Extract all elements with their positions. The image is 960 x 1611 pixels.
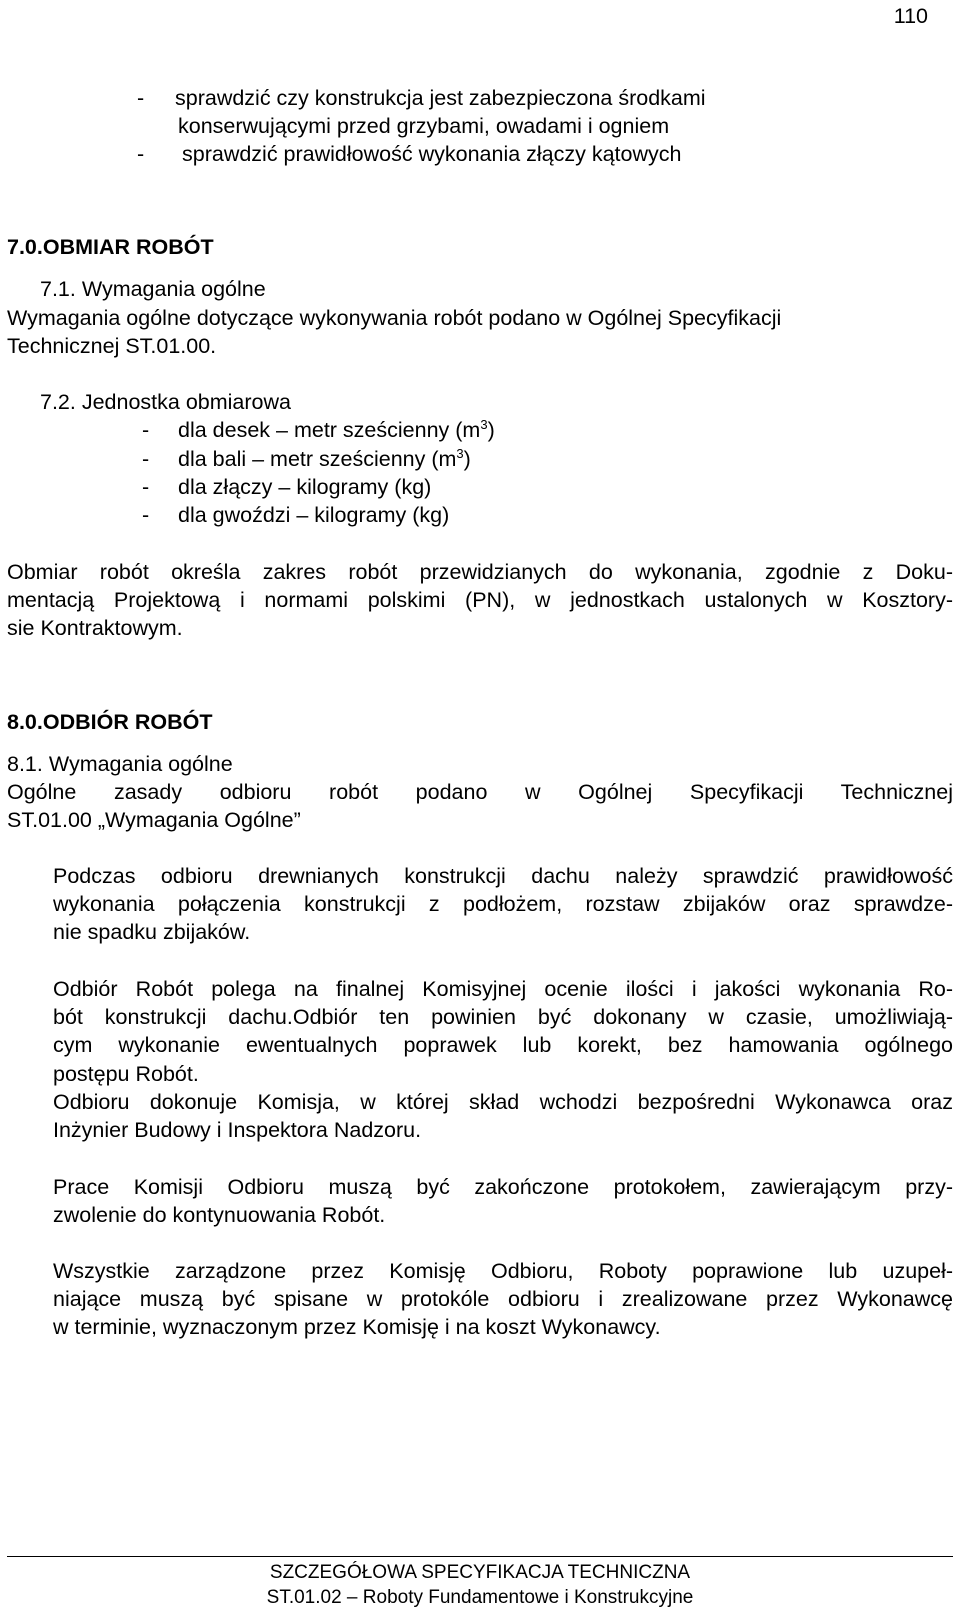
paragraph-line: niające muszą być spisane w protokóle odbioru i zrealizowane przez Wykonawcę [53,1287,953,1311]
subsection-heading: 7.1. Wymagania ogólne [40,277,266,301]
paragraph-line: Technicznej ST.01.00. [7,334,217,358]
unit-item-name: dla gwoździ [178,503,291,527]
paragraph-line: sie Kontraktowym. [7,616,183,640]
list-dash: - [142,447,150,471]
list-dash: - [137,86,145,110]
paragraph-line: Wszystkie zarządzone przez Komisję Odbioru, Roboty poprawione lub uzupeł- [53,1259,953,1283]
paragraph-line: w terminie, wyznaczonym przez Komisję i na koszt Wykonawcy. [53,1315,661,1339]
unit-tail: ) [463,447,471,471]
list-dash: - [142,418,150,442]
subsection-heading: 7.2. Jednostka obmiarowa [40,390,291,414]
paragraph-line: zwolenie do kontynuowania Robót. [53,1203,386,1227]
page-number: 110 [893,4,928,28]
paragraph-line: ST.01.00 „Wymagania Ogólne” [7,808,301,832]
list-item [137,142,681,167]
unit-value: kilogramy (kg) [296,475,432,499]
paragraph-line: postępu Robót. [53,1062,199,1086]
paragraph-line: nie spadku zbijaków. [53,920,251,944]
paragraph-line: Inżynier Budowy i Inspektora Nadzoru. [53,1118,422,1142]
list-item-text: sprawdzić prawidłowość wykonania złączy kątowych [182,142,682,166]
section-heading: 7.0.OBMIAR ROBÓT [7,235,214,259]
paragraph-line: Prace Komisji Odbioru muszą być zakończone protokołem, zawierającym przy- [53,1175,953,1199]
list-item-text: sprawdzić czy konstrukcja jest zabezpieczona środkami [175,86,706,110]
paragraph-line: wykonania połączenia konstrukcji z podłożem, rozstaw zbijaków oraz sprawdze- [53,892,953,916]
footer-subtitle: ST.01.02 – Roboty Fundamentowe i Konstrukcyjne [266,1587,694,1608]
unit-item-name: dla złączy [178,475,273,499]
paragraph-line: bót konstrukcji dachu.Odbiór ten powinien być dokonany w czasie, umożliwiają- [53,1005,953,1029]
list-dash: - [142,475,150,499]
paragraph-line: Odbiór Robót polega na finalnej Komisyjnej ocenie ilości i jakości wykonania Ro- [53,977,953,1001]
unit-item-name: dla bali [178,447,247,471]
paragraph-line: Odbioru dokonuje Komisja, w której skład wchodzi bezpośredni Wykonawca oraz [53,1090,953,1114]
list-dash: - [142,503,150,527]
paragraph-line: Wymagania ogólne dotyczące wykonywania robót podano w Ogólnej Specyfikacji [7,306,782,330]
paragraph-line: Ogólne zasady odbioru robót podano w Ogólnej Specyfikacji Technicznej [7,780,953,804]
unit-list-item: - dla desek – metr sześcienny $(m^3)$ [142,416,495,442]
list-item-continuation: konserwującymi przed grzybami, owadami i ogniem [178,114,670,138]
footer-divider [7,1556,953,1557]
unit-superscript: 3 [456,445,464,461]
unit-list-item: - dla złączy – kilogramy (kg) [142,475,432,499]
unit-superscript: 3 [480,416,488,432]
unit-value: metr sześcienny (m [293,418,481,442]
subsection-heading: 8.1. Wymagania ogólne [7,752,233,776]
section-heading: 8.0.ODBIÓR ROBÓT [7,710,213,734]
paragraph-line: Obmiar robót określa zakres robót przewidzianych do wykonania, zgodnie z Doku- [7,560,953,584]
unit-tail: ) [487,418,495,442]
unit-value: kilogramy (kg) [314,503,450,527]
list-item [137,86,706,111]
unit-list-item: - dla gwoździ – kilogramy (kg) [142,503,450,527]
paragraph-line: mentacją Projektową i normami polskimi (PN), w jednostkach ustalonych w Kosztory- [7,588,953,612]
paragraph-line: cym wykonanie ewentualnych poprawek lub korekt, bez hamowania ogólnego [53,1033,953,1057]
paragraph-line: Podczas odbioru drewnianych konstrukcji dachu należy sprawdzić prawidłowość [53,864,953,888]
unit-list-item: - dla bali – metr sześcienny $(m^3)$ [142,445,471,471]
unit-item-name: dla desek [178,418,271,442]
footer-title: SZCZEGÓŁOWA SPECYFIKACJA TECHNICZNA [269,1562,691,1583]
list-dash: - [137,142,145,166]
unit-value: metr sześcienny (m [270,447,457,471]
